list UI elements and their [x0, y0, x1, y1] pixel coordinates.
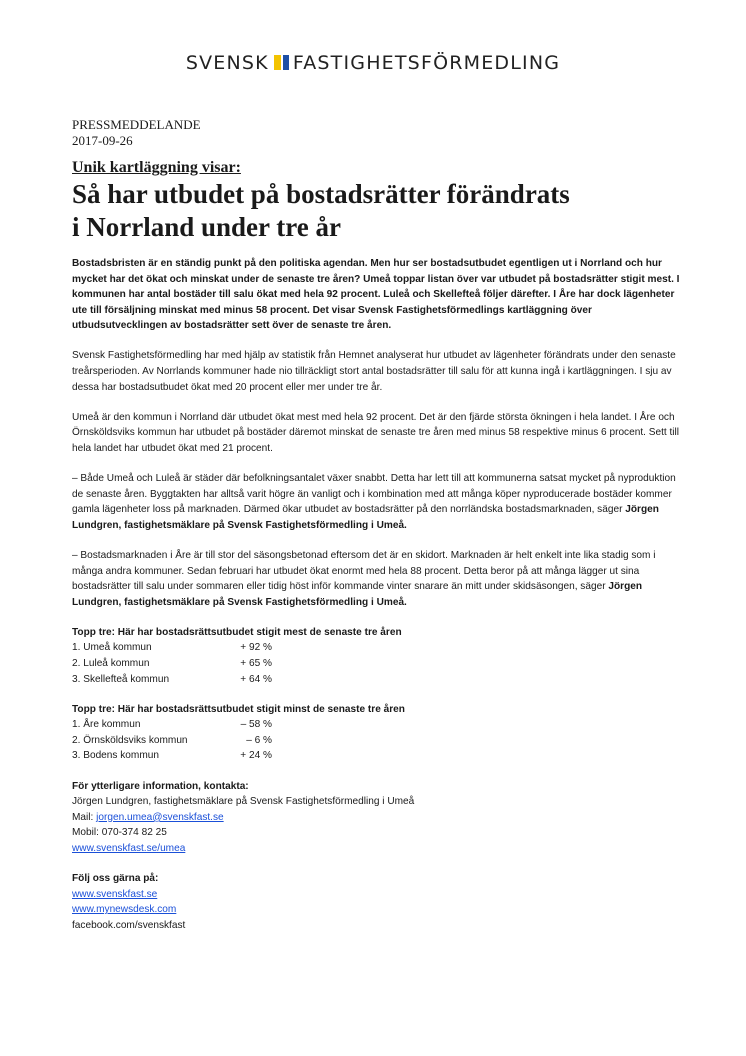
top-most-title: Topp tre: Här har bostadsrättsutbudet stigit mest de senaste tre åren [72, 626, 402, 638]
logo-text-left: SVENSK [185, 52, 269, 74]
facebook-text: facebook.com/svenskfast [72, 919, 186, 931]
quote-speaker: Jörgen Lundgren, fastighetsmäklare på Svensk Fastighetsförmedling i Umeå. [72, 581, 643, 608]
headline-line-1: Så har utbudet på bostadsrätter förändrats [72, 179, 570, 209]
swedish-flag-icon [274, 55, 289, 70]
paragraph-1: Svensk Fastighetsförmedling har med hjälp av statistik från Hemnet analyserat hur utbudet av lägenheter förändrats under den senaste treårsperioden. Av Norrlands kommuner hade nio tillräckligt stort antal bostadsrätter till salu för att kunna ingå i kartläggningen. I sju av dessa har bostadsutbudet ökat med 20 procent eller mer under tre år. [72, 350, 676, 393]
list-item: 1. Åre kommun – 58 % [72, 719, 272, 731]
press-date: 2017-09-26 [72, 133, 133, 148]
contact-mobile: Mobil: 070-374 82 25 [72, 827, 167, 839]
mail-link[interactable]: jorgen.umea@svenskfast.se [96, 811, 224, 823]
press-release-body [72, 117, 682, 933]
list-item: 2. Örnsköldsviks kommun – 6 % [72, 734, 272, 746]
follow-section [72, 871, 682, 933]
logo-text-right: FASTIGHETSFÖRMEDLING [292, 52, 561, 74]
kicker: Unik kartläggning visar: [72, 159, 241, 176]
contact-person: Jörgen Lundgren, fastighetsmäklare på Svensk Fastighetsförmedling i Umeå [72, 796, 415, 808]
list-item: 2. Luleå kommun + 65 % [72, 657, 272, 669]
list-item: 1. Umeå kommun + 92 % [72, 642, 272, 654]
press-label: PRESSMEDDELANDE [72, 117, 201, 132]
top-least-list [72, 702, 682, 764]
top-least-title: Topp tre: Här har bostadsrättsutbudet stigit minst de senaste tre åren [72, 703, 405, 715]
list-item: 3. Skellefteå kommun + 64 % [72, 673, 272, 685]
brand-logo [0, 52, 746, 74]
quote-paragraph-1: – Både Umeå och Luleå är städer där befolkningsantalet växer snabbt. Detta har lett till att kommunerna satsat mycket på nyproduktion de senaste åren. Byggtakten har alltså varit högre än vanligt och i kombination med att många köper nyproducerade bostäder kommer gamla lägenheter loss på marknaden. Därmed ökar utbudet av bostadsrätter på den norrländska bostadsmarknaden, säger Jörgen Lundgren, fastighetsmäklare på Svensk Fastighetsförmedling i Umeå. [72, 473, 676, 531]
contact-section [72, 779, 682, 857]
mynewsdesk-link[interactable]: www.mynewsdesk.com [72, 904, 177, 916]
quote-paragraph-2: – Bostadsmarknaden i Åre är till stor del säsongsbetonad eftersom det är en skidort. Marknaden är helt enkelt inte lika stadig som i många andra kommuner. Sedan februari har utbudet ökat enormt med hela 88 procent. Detta beror på att många lägger ut sina bostadsrätter till salu under sommaren eller tidig höst inför kommande vinter snarare än mitt under skidsäsongen, säger Jörgen Lundgren, fastighetsmäklare på Svensk Fastighetsförmedling i Umeå. [72, 549, 656, 608]
quote-speaker: Jörgen Lundgren, fastighetsmäklare på Svensk Fastighetsförmedling i Umeå. [72, 504, 659, 531]
list-item: 3. Bodens kommun + 24 % [72, 750, 272, 762]
lead-paragraph: Bostadsbristen är en ständig punkt på den politiska agendan. Men hur ser bostadsutbudet egentligen ut i Norrland och hur mycket har det ökat och minskat under de senaste tre åren? Umeå toppar listan över var utbudet på bostadsrätter stigit mest. I kommunen har antal bostäder till salu ökat med hela 92 procent. Luleå och Skellefteå följer därefter. I Åre har dock lägenheter ute till försäljning minskat med minus 58 procent. Det visar Svensk Fastighetsförmedlings kartläggning över utbudsutvecklingen av bostadsrätter sett över de senaste tre åren. [72, 258, 680, 332]
follow-title: Följ oss gärna på: [72, 873, 159, 884]
headline-line-2: i Norrland under tre år [72, 212, 341, 242]
web-link[interactable]: www.svenskfast.se/umea [72, 842, 186, 854]
contact-title: För ytterligare information, kontakta: [72, 780, 249, 792]
page-title [72, 178, 682, 244]
top-most-list [72, 625, 682, 687]
svenskfast-link[interactable]: www.svenskfast.se [72, 888, 158, 900]
contact-mail: Mail: jorgen.umea@svenskfast.se [72, 811, 224, 823]
paragraph-2: Umeå är den kommun i Norrland där utbudet ökat mest med hela 92 procent. Det är den fjärde största ökningen i hela landet. I Åre och Örnsköldsviks kommun har utbudet på bostäder däremot minskat de senaste tre åren med minus 58 respektive minus 6 procent. Sett till hela landet har utbudet ökat med 21 procent. [72, 411, 680, 454]
